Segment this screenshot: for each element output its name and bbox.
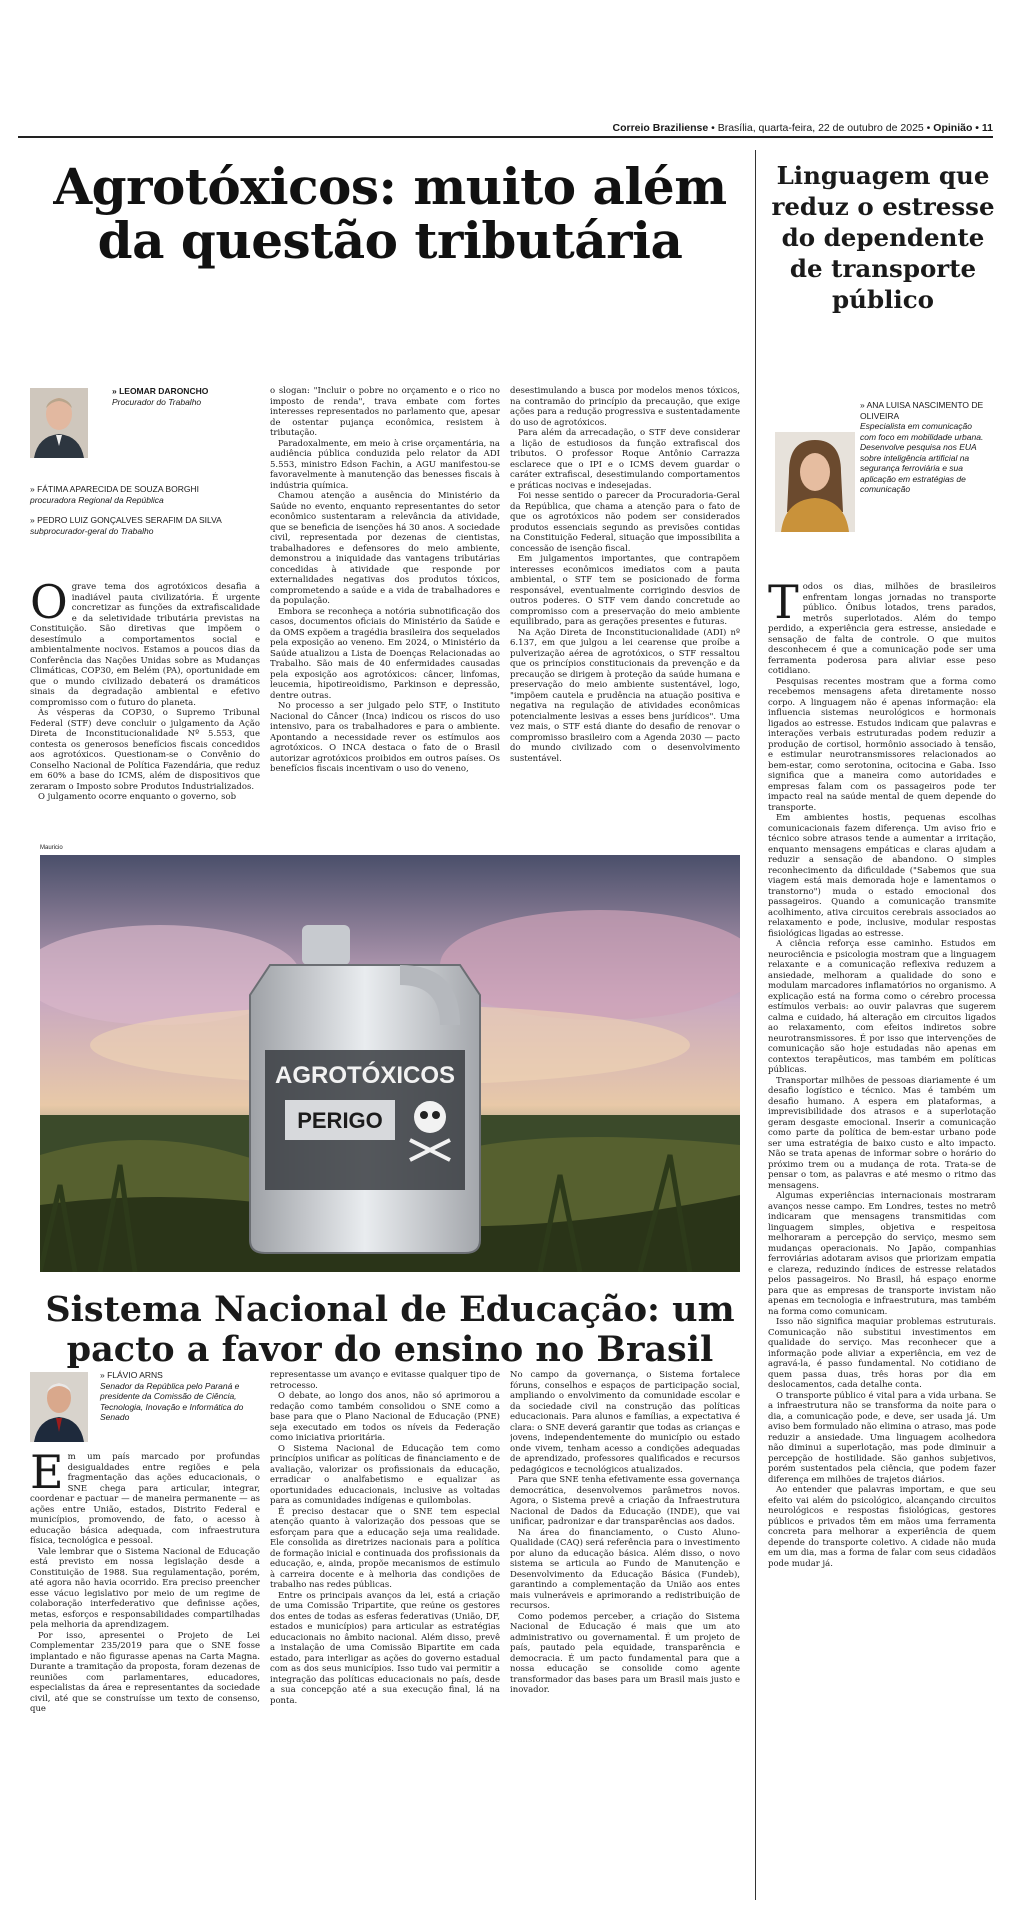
paragraph: Vale lembrar que o Sistema Nacional de Educação está previsto em nossa legislação desde a Constituição de 1988. Sua regulamentação, porém, até agora não havia ocorrido. Era preciso preencher esse vácuo legislativo por meio de um regime de colaboração interfederativo que definisse ações, metas, esforços e responsabilidades compartilhadas pela melhoria da aprendizagem.	[30, 1546, 260, 1630]
illustration-pesticide-jug	[40, 855, 740, 1272]
author-role: subprocurador-geral do Trabalho	[30, 525, 154, 536]
author-photo-arns	[30, 1372, 88, 1442]
author-photo-oliveira	[775, 432, 855, 532]
jug-label-top: AGROTÓXICOS	[274, 1062, 456, 1089]
paragraph: Na área do financiamento, o Custo Aluno-Qualidade (CAQ) será referência para o investimento por aluno da educação básica. Além disso, o novo sistema se articula ao Fundo de Manutenção e Desenvolvimento da Educação Básica (Fundeb), garantindo a complementação da União aos entes mais vulneráveis e aprimorando a redistribuição de recursos.	[510, 1527, 740, 1611]
paragraph: Na Ação Direta de Inconstitucionalidade (ADI) nº 6.137, em que julgou a lei cearense que proíbe a pulverização aérea de agrotóxicos, o STF ressaltou que os princípios constitucionais da prevenção e da precaução se dirigem à proteção da saúde humana e preservação do meio ambiente sustentável, logo, "impõem cautela e prudência na atuação positiva e negativa na regulação de atividades econômicas potencialmente lesivas a esses bens jurídicos". Uma vez mais, o STF está diante do desafio de renovar o compromisso brasileiro com a Agenda 2030 — pacto do mundo civilizado com o desenvolvimento sustentável.	[510, 627, 740, 764]
article2-column-1	[30, 1452, 260, 1902]
author-name: » FLÁVIO ARNS	[100, 1370, 163, 1380]
paragraph: Foi nesse sentido o parecer da Procuradoria-Geral da República, que chama a atenção para o fato de que os agrotóxicos não podem ser considerados produtos essenciais segundo as previsões contidas na Constituição Federal, situação que impossibilita a concessão de isenção fiscal.	[510, 491, 740, 554]
article2-title: Sistema Nacional de Educação: um pacto a favor do ensino no Brasil	[45, 1289, 735, 1370]
author-photo-daroncho	[30, 388, 88, 458]
masthead	[18, 122, 993, 138]
paragraph: Para que SNE tenha efetivamente essa governança democrática, desenvolvemos parâmetros novos. Agora, o Sistema prevê a criação da Infraestrutura Nacional de Dados da Educação (INDE), que vai unificar, padronizar e dar transparências aos dados.	[510, 1475, 740, 1527]
author-name: » PEDRO LUIZ GONÇALVES SERAFIM DA SILVA	[30, 515, 222, 525]
paragraph: Isso não significa maquiar problemas estruturais. Comunicação não substitui investimentos em qualidade do serviço. Mas reconhecer que a informação pode aliviar a experiência, em vez de agravá-la, é passo fundamental. No cotidiano de quem passa duas, três horas por dia em deslocamentos, cada detalhe conta.	[768, 1317, 996, 1390]
paragraph: A ciência reforça esse caminho. Estudos em neurociência e psicologia mostram que a linguagem relaxante e a comunicação reflexiva reduzem a ansiedade, melhoram a qualidade do sono e modulam marcadores inflamatórios no organismo. A explicação está na forma como o cérebro processa estímulos verbais: ao ouvir palavras que sugerem calma e cuidado, há alteração em circuitos ligados ao relaxamento, com efeitos indiretos sobre neurotransmissores. É por isso que intervenções de comunicação são hoje estudadas não apenas em contextos terapêuticos, mas também em políticas públicas.	[768, 939, 996, 1075]
jug-label-bottom: PERIGO	[297, 1108, 383, 1133]
author-serafim	[30, 515, 270, 536]
author-daroncho	[112, 386, 252, 407]
paragraph: Entre os principais avanços da lei, está a criação de uma Comissão Tripartite, que reúne os gestores dos entes de todas as esferas federativas (União, DF, estados e municípios) para articular as estratégias educacionais no âmbito nacional. Além disso, prevê a instalação de uma Comissão Bipartite em cada estado, para interligar as ações do governo estadual com as dos seus municípios. Isso tudo vai permitir a integração das políticas educacionais no país, desde a sua concepção até a sua execução final, lá na ponta.	[270, 1590, 500, 1706]
paragraph: Às vésperas da COP30, o Supremo Tribunal Federal (STF) deve concluir o julgamento da Ação Direta de Inconstitucionalidade Nº 5.553, que contesta os generosos benefícios fiscais concedidos aos agrotóxicos. Questionam-se o Convênio do Conselho Nacional de Política Fazendária, que reduz em 60% a base do ICMS, além de dispositivos que zeraram o Imposto sobre Produtos Industrializados.	[30, 708, 260, 792]
article1-column-2	[270, 386, 500, 842]
paragraph: Como podemos perceber, a criação do Sistema Nacional de Educação é mais que um ato administrativo ou governamental. É um projeto de país, pautado pela equidade, transparência e democracia. É um pacto fundamental para que a nossa educação se consolide como agente transformador das bases para um Brasil mais justo e inovador.	[510, 1611, 740, 1695]
article1-column-3	[510, 386, 740, 842]
author-name: » LEOMAR DARONCHO	[112, 386, 209, 396]
paragraph: m um país marcado por profundas desigualdades entre regiões e pela fragmentação das ações educacionais, o SNE chega para articular, integrar, coordenar e pactuar — de maneira permanente — as ações entre União, estados, Distrito Federal e municípios, promovendo, de fato, o acesso à educação básica adequada, com infraestrutura física, tecnológica e pessoal.	[30, 1452, 260, 1546]
author-name: » FÁTIMA APARECIDA DE SOUZA BORGHI	[30, 484, 199, 494]
paragraph: Transportar milhões de pessoas diariamente é um desafio logístico e técnico. Mas é também um desafio humano. A espera em plataformas, a imprevisibilidade dos atrasos e a superlotação geram desgaste emocional. Inserir a comunicação como parte da política de bem-estar urbano pode ser uma estratégia de baixo custo e alto impacto. Não se trata apenas de informar sobre o horário do próximo trem ou a mudança de rota. Trata-se de pensar o tom, as palavras e até mesmo o ritmo das mensagens.	[768, 1075, 996, 1191]
author-role: Especialista em comunicação com foco em mobilidade urbana. Desenvolve pesquisa nos EUA sobre inteligência artificial na segurança ferroviária e sua aplicação em estratégias de comunicação	[860, 421, 984, 494]
paragraph: É preciso destacar que o SNE tem especial atenção quanto à valorização dos pessoas que se esforçam para que a educação seja uma realidade. Ele consolida as diretrizes nacionais para a política de formação inicial e continuada dos profissionais da educação, e, ainda, propõe mecanismos de estímulo à carreira docente e à melhoria das condições de trabalho nas redes públicas.	[270, 1506, 500, 1590]
author-arns	[100, 1370, 250, 1423]
paragraph: Para além da arrecadação, o STF deve considerar a lição de estudiosos da função extrafiscal dos tributos. O professor Roque Antônio Carrazza esclarece que o IPI e o ICMS devem guardar o caráter extrafiscal, desestimulando comportamentos e práticas nocivas e indesejadas.	[510, 428, 740, 491]
article2-column-3	[510, 1370, 740, 1900]
masthead-page: • 11	[975, 122, 993, 134]
author-borghi	[30, 484, 270, 505]
paragraph: Ao entender que palavras importam, e que seu efeito vai além do psicológico, alcançando circuitos neurológicos e respostas fisiológicas, gestores públicos e privados têm em mãos uma ferramenta concreta para melhorar a experiência de quem depende do transporte coletivo. A cidade não muda em um dia, mas a forma de falar com seus cidadãos pode mudar já.	[768, 1485, 996, 1569]
paragraph: Em ambientes hostis, pequenas escolhas comunicacionais fazem diferença. Um aviso frio e técnico sobre atrasos tende a aumentar a irritação, enquanto mensagens empáticas e claras ajudam a reduzir a sensação de abandono. O simples reconhecimento da dificuldade ("Sabemos que sua viagem está mais demorada hoje e lamentamos o transtorno") muda o estado emocional dos passageiros. Quando a comunicação transmite acolhimento, ativa circuitos cerebrais associados ao relaxamento e pode, inclusive, modular respostas fisiológicas ligadas ao estresse.	[768, 813, 996, 939]
paragraph: Embora se reconheça a notória subnotificação dos casos, documentos oficiais do Ministério da Saúde e da OMS expõem a tragédia brasileira dos sequelados pela exposição ao veneno. Em 2024, o Ministério da Saúde atualizou a Lista de Doenças Relacionadas ao Trabalho. São mais de 40 enfermidades causadas pela exposição aos agrotóxicos: câncer, linfomas, leucemia, hipotireoidismo, Parkinson e depressão, dentre outras.	[270, 606, 500, 701]
illustration-credit: Mauricio	[40, 845, 63, 851]
author-role: Procurador do Trabalho	[112, 396, 202, 407]
author-role: Senador da República pelo Paraná e presidente da Comissão de Ciência, Tecnologia, Inovação e Informática do Senado	[100, 1380, 244, 1422]
paragraph: Por isso, apresentei o Projeto de Lei Complementar 235/2019 para que o SNE fosse implantado e não figurasse apenas na Carta Magna. Durante a tramitação da proposta, foram dezenas de reuniões com parlamentares, educadores, especialistas da área e representantes da sociedade civil, até que se construísse um texto de consenso, que	[30, 1630, 260, 1714]
column-divider	[755, 150, 756, 1900]
dropcap: O	[30, 582, 68, 629]
masthead-info: • Brasília, quarta-feira, 22 de outubro de 2025 •	[711, 122, 931, 134]
article1-column-1	[30, 582, 260, 842]
author-role: procuradora Regional da República	[30, 494, 164, 505]
paragraph: No processo a ser julgado pelo STF, o Instituto Nacional do Câncer (Inca) indicou os riscos do uso intensivo, para os trabalhadores e para o ambiente. Apontando a necessidade rever os estímulos aos agrotóxicos. O INCA destaca o fato de o Brasil autorizar agrotóxicos proibidos em outros países. Os benefícios fiscais incentivam o uso do veneno,	[270, 701, 500, 774]
article3-body	[768, 582, 996, 1902]
paragraph: o slogan: "Incluir o pobre no orçamento e o rico no imposto de renda", trava embate com fortes interesses representados no parlamento que, apesar de ostentar pujança econômica, resistem à tributação.	[270, 386, 500, 438]
paragraph: O Sistema Nacional de Educação tem como princípios unificar as políticas de financiamento e de avaliação, valorizar os profissionais da educação, erradicar o analfabetismo e equalizar as oportunidades educacionais, inclusive as voltadas para as comunidades indígenas e quilombolas.	[270, 1443, 500, 1506]
paragraph: Paradoxalmente, em meio à crise orçamentária, na audiência pública conduzida pelo relator da ADI 5.553, ministro Edson Fachin, a AGU manifestou-se favoravelmente à manutenção das benesses fiscais à indústria química.	[270, 438, 500, 491]
masthead-section: Opinião	[933, 122, 973, 134]
paragraph: representasse um avanço e evitasse qualquer tipo de retrocesso.	[270, 1370, 500, 1391]
masthead-paper: Correio Braziliense	[612, 122, 709, 134]
paragraph: O debate, ao longo dos anos, não só aprimorou a redação como também consolidou o SNE como a base para que o Plano Nacional de Educação (PNE) seja executado em todos os níveis da Federação como iniciativa prioritária.	[270, 1391, 500, 1443]
paragraph: Pesquisas recentes mostram que a forma como recebemos mensagens afeta diretamente nosso corpo. A linguagem não é apenas informação: ela influencia sistemas neurológicos e hormonais ligados ao estresse. Estudos indicam que palavras e interações verbais estruturadas podem reduzir a produção de cortisol, hormônio associado à tensão, e estimular neurotransmissores relacionados ao bem-estar, como serotonina, ocitocina e Gaba. Isso significa que a maneira como autoridades e empresas falam com os passageiros pode ter impacto real na saúde mental de quem depende do transporte.	[768, 676, 996, 813]
paragraph: desestimulando a busca por modelos menos tóxicos, na contramão do princípio da precaução, que exige ações para a redução progressiva e sustentadamente do uso de agrotóxicos.	[510, 386, 740, 428]
paragraph: Em julgamentos importantes, que contrapõem interesses econômicos imediatos com a pauta ambiental, o STF tem se posicionado de forma responsável, eventualmente corrigindo desvios de outros poderes. O STF vem dando concretude ao compromisso com a preservação do meio ambiente equilibrado, para as gerações presentes e futuras.	[510, 554, 740, 627]
paragraph: O julgamento ocorre enquanto o governo, sob	[38, 792, 237, 802]
dropcap: E	[30, 1452, 64, 1499]
article3-title: Linguagem que reduz o estresse do dependente de transporte público	[771, 161, 995, 314]
article1-title: Agrotóxicos: muito além da questão tributária	[53, 157, 727, 270]
dropcap: T	[768, 582, 799, 629]
paragraph: No campo da governança, o Sistema fortalece fóruns, conselhos e espaços de participação social, ampliando o envolvimento da comunidade escolar e da sociedade civil na construção das políticas educacionais. Para alunos e famílias, a expectativa é clara: o SNE deverá garantir que todas as crianças e jovens, independentemente do município ou estado onde vivem, tenham acesso a condições adequadas de aprendizado, professores qualificados e recursos pedagógicos e tecnológicos atualizados.	[510, 1370, 740, 1475]
paragraph: grave tema dos agrotóxicos desafia a inadiável pauta civilizatória. É urgente concretizar as funções da extrafiscalidade e da seletividade tributária previstas na Constituição. São diretivas que impõem o desestímulo a comportamentos social e ambientalmente nocivos. Estamos a poucos dias da Conferência das Nações Unidas sobre as Mudanças Climáticas, COP30, em Belém (PA), oportunidade em que o mundo civilizado debaterá os dramáticos sinais da degradação ambiental e efetivo compromisso com o futuro do planeta.	[30, 582, 260, 708]
author-name: » ANA LUISA NASCIMENTO DE OLIVEIRA	[860, 400, 984, 421]
paragraph: Chamou atenção a ausência do Ministério da Saúde no evento, enquanto representantes do setor econômico sustentaram a relevância da atividade, que se beneficia de isenções há 30 anos. A sociedade civil, representada por dezenas de cientistas, trabalhadores e defensores do meio ambiente, demonstrou a iniquidade das vantagens tributárias concedidas à atividade que responde por externalidades negativas dos produtos tóxicos, comprometendo a saúde e a vida de trabalhadores e da população.	[270, 491, 500, 606]
article2-column-2	[270, 1370, 500, 1900]
paragraph: O transporte público é vital para a vida urbana. Se a infraestrutura não se transforma da noite para o dia, a comunicação pode, e deve, ser usada já. Um aviso bem formulado não elimina o atraso, mas pode reduzir a ansiedade. Uma linguagem acolhedora não diminui a superlotação, mas pode diminuir a percepção de hostilidade. São ganhos subjetivos, porém sustentados pela ciência, que podem fazer diferença em milhões de trajetos diários.	[768, 1390, 996, 1485]
paragraph: Algumas experiências internacionais mostraram avanços nesse campo. Em Londres, testes no metrô indicaram que mensagens transmitidas com linguagem simples, objetiva e respeitosa melhoraram a percepção do serviço, mesmo sem mudanças operacionais. No Japão, companhias ferroviárias adotaram avisos que priorizam empatia e clareza, reduzindo índices de estresse relatados pelos passageiros. No Brasil, há espaço enorme para que as empresas de transporte invistam não apenas em tecnologia e infraestrutura, mas também na forma como comunicam.	[768, 1191, 996, 1317]
paragraph: odos os dias, milhões de brasileiros enfrentam longas jornadas no transporte público. Ônibus lotados, trens parados, metrôs superlotados. Além do tempo perdido, a experiência gera estresse, ansiedade e sensação de falta de controle. O que muitos desconhecem é que a comunicação pode ser uma ferramenta poderosa para aliviar esse peso cotidiano.	[768, 582, 996, 676]
author-oliveira	[860, 400, 990, 495]
